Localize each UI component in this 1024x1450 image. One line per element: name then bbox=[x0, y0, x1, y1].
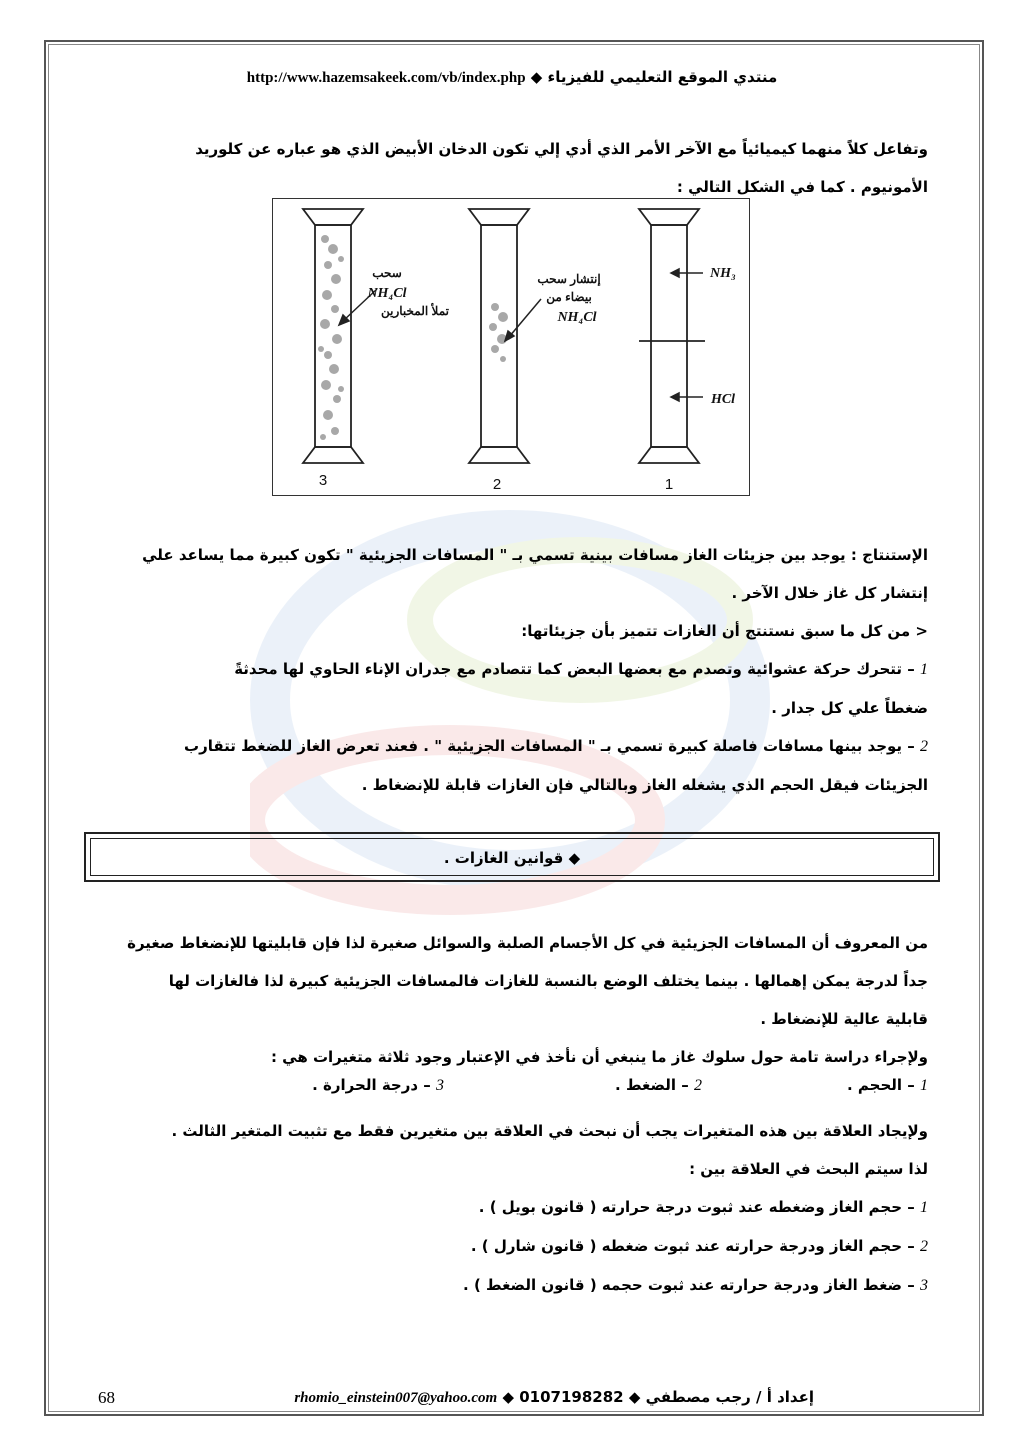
relation-number: 1 bbox=[920, 1199, 928, 1216]
tube3-label-1: سحب bbox=[372, 266, 402, 280]
laws-line: جداً لدرجة يمكن إهمالها . بينما يختلف الوضع بالنسبة للغازات فالمسافات الجزيئية كبيرة لذا فالغازات لها bbox=[168, 972, 928, 990]
tube3-label-3: تملأ المخبارين bbox=[381, 304, 449, 318]
property-number: 2 bbox=[920, 738, 928, 755]
tube3-cloud bbox=[318, 235, 344, 440]
section-title: ◆ قوانين الغازات . bbox=[90, 838, 934, 876]
relation-2 bbox=[98, 1227, 928, 1266]
intro-line: وتفاعل كلاً منهما كيميائياً مع الآخر الأمر الذي أدي إلي تكون الدخان الأبيض الذي هو عباره عن كلوريد bbox=[195, 140, 928, 158]
intro-paragraph bbox=[98, 130, 928, 206]
variable-pressure bbox=[615, 1076, 702, 1095]
header-url[interactable]: http://www.hazemsakeek.com/vb/index.php bbox=[246, 70, 526, 86]
section-title-box bbox=[84, 832, 940, 882]
tube-number-1: 1 bbox=[664, 476, 674, 493]
property-2-cont: الجزيئات فيقل الحجم الذي يشغله الغاز وبالتالي فإن الغازات قابلة للإنضغاط . bbox=[361, 776, 928, 794]
laws-line: ولإجراء دراسة تامة حول سلوك غاز ما ينبغي أن نأخذ في الإعتبار وجود ثلاثة متغيرات هي : bbox=[270, 1048, 928, 1066]
tube2-label-3: NH₄Cl bbox=[557, 310, 597, 325]
tube1-nh3-label: NH₃ bbox=[710, 266, 736, 281]
page-footer bbox=[90, 1388, 934, 1412]
conclusion-section bbox=[98, 536, 928, 804]
tube3-label-2: NH₄Cl bbox=[367, 286, 407, 301]
tube2-cloud bbox=[489, 303, 508, 362]
relation-text: – حجم الغاز ودرجة حرارته عند ثبوت ضغطه ( قانون شارل ) . bbox=[470, 1237, 920, 1255]
relation-number: 3 bbox=[920, 1277, 928, 1294]
relation-text: – حجم الغاز وضغطه عند ثبوت درجة حرارته ( قانون بويل ) . bbox=[478, 1198, 920, 1216]
property-1-cont: ضغطاً علي كل جدار . bbox=[771, 699, 928, 717]
laws-line: ولإيجاد العلاقة بين هذه المتغيرات يجب أن نبحث في العلاقة بين متغيرين فقط مع تثبيت المتغير الثالث . bbox=[171, 1122, 928, 1140]
author-name: إعداد أ / رجب مصطفي bbox=[645, 1388, 814, 1406]
property-text: – تتحرك حركة عشوائية وتصدم مع بعضها البعض كما تتصادم مع جدران الإناء الحاوي لها محدثةً bbox=[234, 660, 920, 678]
intro-line: الأمونيوم . كما في الشكل التالي : bbox=[676, 178, 928, 196]
property-2 bbox=[98, 727, 928, 766]
tubes-diagram bbox=[273, 199, 749, 495]
variable-number: 3 bbox=[436, 1077, 444, 1094]
relation-1 bbox=[98, 1188, 928, 1227]
laws-line: من المعروف أن المسافات الجزيئية في كل الأجسام الصلبة والسوائل صغيرة لذا فإن قابليتها للإنضغاط صغيرة bbox=[127, 934, 928, 952]
laws-line: قابلية عالية للإنضغاط . bbox=[760, 1010, 928, 1028]
variables-list bbox=[98, 1076, 928, 1106]
laws-intro bbox=[98, 924, 928, 1076]
tube2-label-1: إنتشار سحب bbox=[537, 272, 601, 286]
variable-text: – الحجم . bbox=[846, 1076, 920, 1094]
tube-number-3: 3 bbox=[318, 472, 328, 489]
property-1 bbox=[98, 650, 928, 689]
variable-text: – الضغط . bbox=[615, 1076, 694, 1094]
page-header bbox=[90, 68, 934, 87]
variable-temperature bbox=[312, 1076, 444, 1095]
footer-credits bbox=[294, 1388, 814, 1407]
variable-number: 1 bbox=[920, 1077, 928, 1094]
page-number: 68 bbox=[98, 1388, 115, 1407]
tube2-label-2: بيضاء من bbox=[546, 290, 592, 304]
email-link[interactable]: rhomio_einstein007@yahoo.com bbox=[294, 1390, 498, 1406]
laws-relations bbox=[98, 1112, 928, 1305]
property-text: – يوجد بينها مسافات فاصلة كبيرة تسمي بـ " المسافات الجزيئية " . فعند تعرض الغاز للضغط تتقارب bbox=[184, 737, 920, 755]
relation-3 bbox=[98, 1266, 928, 1305]
tube1-hcl-label: HCl bbox=[710, 392, 736, 407]
laws-line: لذا سيتم البحث في العلاقة بين : bbox=[689, 1160, 928, 1178]
tube-number-2: 2 bbox=[492, 476, 502, 493]
relation-text: – ضغط الغاز ودرجة حرارته عند ثبوت حجمه ( قانون الضغط ) . bbox=[463, 1276, 920, 1294]
phone-number: ◆ 0107198282 ◆ bbox=[502, 1388, 641, 1406]
conclusion-line: < من كل ما سبق نستنتج أن الغازات تتميز بأن جزيئاتها: bbox=[521, 622, 928, 640]
forum-name: منتدي الموقع التعليمي للفيزياء ◆ bbox=[530, 68, 778, 86]
variable-volume bbox=[847, 1076, 928, 1095]
variable-text: – درجة الحرارة . bbox=[312, 1076, 436, 1094]
conclusion-line: إنتشار كل غاز خلال الآخر . bbox=[731, 584, 928, 602]
conclusion-line: الإستنتاج : يوجد بين جزيئات الغاز مسافات بينية تسمي بـ " المسافات الجزيئية " تكون كبيرة مما يساعد علي bbox=[142, 546, 928, 564]
variable-number: 2 bbox=[694, 1077, 702, 1094]
property-number: 1 bbox=[920, 661, 928, 678]
relation-number: 2 bbox=[920, 1238, 928, 1255]
tubes-figure bbox=[272, 198, 750, 496]
